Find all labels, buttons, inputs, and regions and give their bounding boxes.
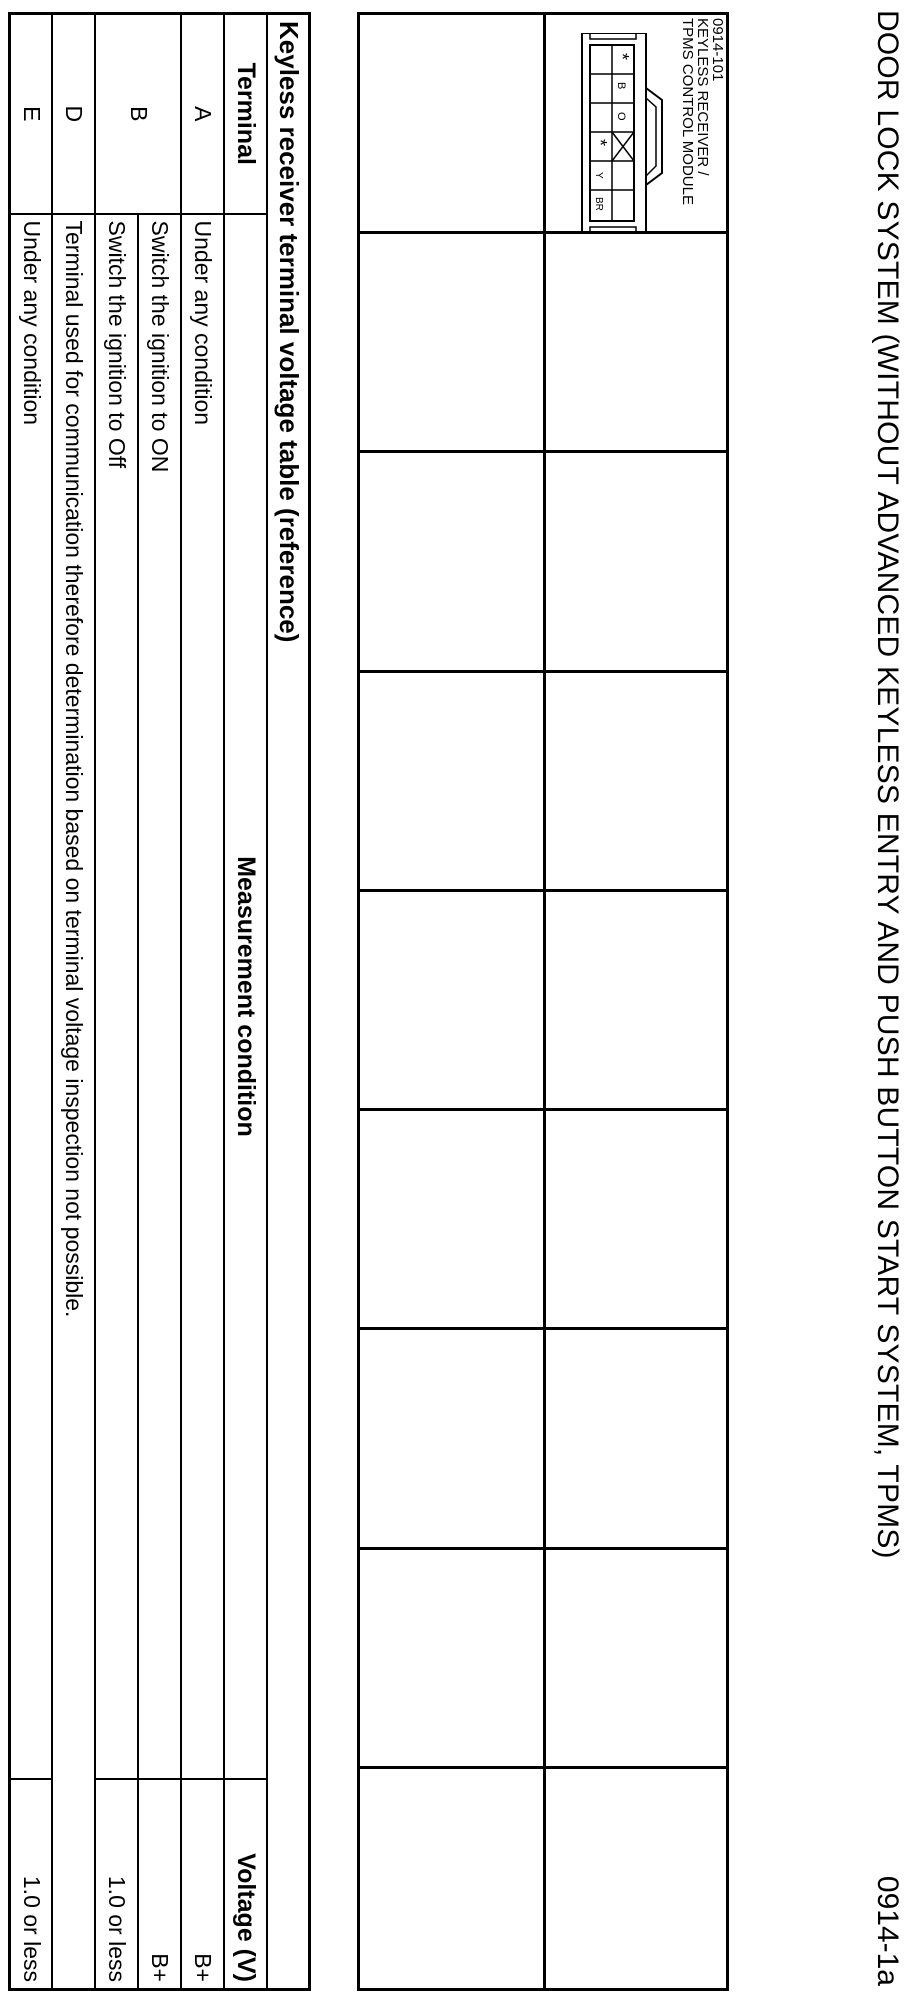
condition-cell: Switch the ignition to Off: [96, 214, 139, 1780]
connector-cell: [360, 1111, 543, 1330]
table-row: [10, 14, 53, 1990]
connector-cell: [543, 15, 726, 234]
terminal-cell: B: [96, 14, 182, 214]
connector-cell: [543, 892, 726, 1111]
voltage-table: [8, 12, 311, 1991]
connector-label: [680, 18, 725, 205]
connector-cell: [360, 1550, 543, 1769]
pin-label: O: [615, 112, 627, 121]
connector-cell: [360, 1330, 543, 1549]
condition-cell: Terminal used for communication therefore determination based on terminal voltage inspection not possible.: [53, 214, 96, 1990]
connector-cell: [543, 453, 726, 672]
table-row: [139, 14, 182, 1990]
pin-label: BR: [593, 197, 604, 211]
pin-label: *: [590, 139, 610, 147]
connector-name-line1: KEYLESS RECEIVER /: [694, 18, 711, 176]
page-title: DOOR LOCK SYSTEM (WITHOUT ADVANCED KEYLESS ENTRY AND PUSH BUTTON START SYSTEM, TPMS): [871, 10, 904, 1559]
connector-code: 0914-101: [709, 18, 726, 82]
terminal-cell: A: [182, 14, 225, 214]
table-row: [53, 14, 96, 1990]
table-caption: Keyless receiver terminal voltage table (reference): [268, 14, 310, 1990]
header-measurement-condition: Measurement condition: [225, 214, 268, 1780]
connector-cell: [543, 673, 726, 892]
connector-cell: [543, 234, 726, 453]
connector-cell: [360, 453, 543, 672]
header-terminal: Terminal: [225, 14, 268, 214]
connector-cell: [360, 15, 543, 234]
connector-cell: [543, 1111, 726, 1330]
connector-cell: [360, 673, 543, 892]
connector-name-line2: TPMS CONTROL MODULE: [679, 18, 696, 205]
connector-grid: [357, 12, 729, 1991]
connector-cell: [360, 1769, 543, 1988]
page-code: 0914-1a: [871, 1875, 904, 1986]
condition-cell: Under any condition: [182, 214, 225, 1780]
voltage-cell: B+: [139, 1779, 182, 1989]
connector-cell: [360, 892, 543, 1111]
connector-cell: [360, 234, 543, 453]
voltage-cell: B+: [182, 1779, 225, 1989]
pin-label: B: [615, 82, 627, 90]
connector-cell: [543, 1550, 726, 1769]
table-row: [182, 14, 225, 1990]
pin-label: Y: [593, 172, 604, 179]
terminal-cell: E: [10, 14, 53, 214]
condition-cell: Under any condition: [10, 214, 53, 1780]
header-voltage: Voltage (V): [225, 1779, 268, 1989]
terminal-cell: D: [53, 14, 96, 214]
table-row: [96, 14, 139, 1990]
connector-cell: [543, 1330, 726, 1549]
connector-face-diagram: [566, 33, 666, 233]
voltage-cell: 1.0 or less: [96, 1779, 139, 1989]
connector-cell: [543, 1769, 726, 1988]
pin-label: *: [612, 53, 632, 61]
condition-cell: Switch the ignition to ON: [139, 214, 182, 1780]
voltage-cell: 1.0 or less: [10, 1779, 53, 1989]
